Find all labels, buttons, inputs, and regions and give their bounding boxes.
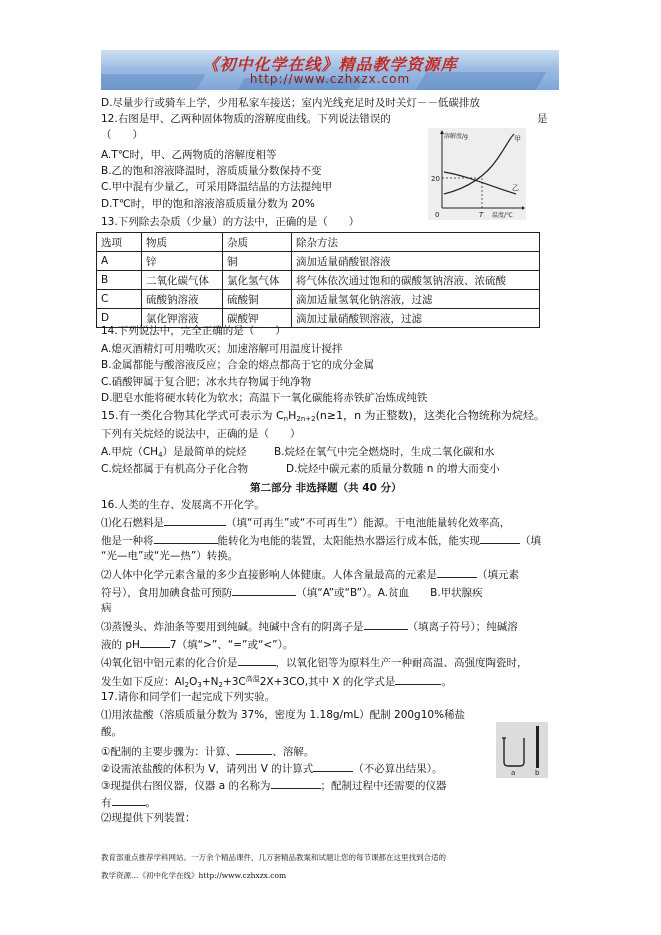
solubility-curve-figure [428,128,526,220]
q16-text: （填“A”或“B”）。A.贫血 B.甲状腺疾 [296,587,483,599]
q14-option-a: A.熄灭酒精灯可用嘴吹灭；加速溶解可用温度计搅拌 [101,343,343,355]
q15-stem-part: (n≥1，n 为正整数)，这类化合物统称为烷烃。 [315,409,545,422]
answer-blank[interactable] [112,794,146,806]
answer-blank[interactable] [364,618,408,630]
answer-blank[interactable] [236,743,272,755]
q17-step2 [101,760,443,776]
q17-text: 。 [145,797,156,809]
q15-option-d: D.烷烃中碳元素的质量分数随 n 的增大而变小 [286,463,500,475]
q12-option-b: B.乙的饱和溶液降温时，溶质质量分数保持不变 [101,165,322,177]
q16-text: 能转化为电能的装置，太阳能热水器运行成本低，能实现 [217,535,480,547]
footer-line2: 教学资源…《初中化学在线》http://www.czhxzx.com [101,871,287,880]
answer-blank[interactable] [480,532,520,544]
site-banner [101,50,559,90]
q12-stem-text: 12.右图是甲、乙两种固体物质的溶解度曲线。下列说法错误的 [101,113,391,125]
answer-blank[interactable] [238,654,276,666]
q17-step1 [101,743,314,759]
footer-line1: 教育部重点推荐学科网站。一万余个精品课件，几万套精品教案和试题让您的每节课都在这里找到合适的 [101,853,446,862]
q16-text: +3C [222,676,246,688]
q16-text: 他是一种将 [101,535,154,547]
apparatus-label-b: b [535,769,540,777]
q16-text: 2X+3CO,其中 X 的化学式是 [259,676,396,688]
q15-subscript-2n2: 2n+2 [296,415,316,423]
banner-url[interactable]: http://www.czhxzx.com [249,72,411,86]
table-header-cell: 杂质 [223,233,292,252]
q17-stem: 17.请你和同学们一起完成下列实验。 [101,691,276,703]
solubility-curve-svg [428,128,526,220]
q15-stem2: 下列有关烷烃的说法中，正确的是（ ） [101,428,301,440]
q14-option-b: B.金属都能与酸溶液反应；合金的熔点都高于它的成分金属 [101,359,375,371]
table-row [97,290,540,309]
q15-option-a-sub: 4 [158,451,163,459]
graph-ylabel: 溶解度/g [444,133,468,140]
table-row [97,271,540,290]
beaker-icon [504,738,524,766]
q16-p3-line2 [101,636,293,652]
graph-label-jia: 甲 [514,135,521,143]
q16-p3-line1 [101,618,518,634]
table-cell: 滴加适量氢氧化钠溶液，过滤 [292,290,540,309]
table-cell: 碳酸钾 [223,309,292,328]
table-cell: 硫酸钠溶液 [142,290,223,309]
table-cell: 将气体依次通过饱和的碳酸氢钠溶液、浓硫酸 [292,271,540,290]
q12-stem [101,112,391,126]
q16-p2-line3: 病 [101,602,112,614]
apparatus-svg [496,722,548,778]
table-cell: C [97,290,142,309]
q16-text: （填“可再生”或“不可再生”）能源。干电池能量转化效率高， [226,517,511,529]
q15-option-b: B.烷烃在氧气中完全燃烧时，生成二氧化碳和水 [274,446,495,458]
table-cell: 硫酸铜 [223,290,292,309]
table-cell: B [97,271,142,290]
q16-subscript: 2 [184,681,190,689]
q16-text: （填离子符号）；纯碱溶 [407,621,518,633]
q16-p1-line3: “光—电”或“光—热”）转换。 [101,550,239,562]
q16-text: 液的 pH [101,639,140,651]
q16-text: ，以氧化铝等为原料生产一种耐高温、高强度陶瓷时， [275,657,528,669]
q15-stem [101,409,545,426]
q16-p2-line2 [101,584,483,600]
graph-x-tick: T [479,211,484,219]
q17-p1-line1: ⑴用浓盐酸（溶质质量分数为 37%，密度为 1.18g/mL）配制 200g10%稀盐 [101,709,466,721]
part2-title: 第二部分 非选择题（共 40 分） [250,482,402,494]
q16-text: ⑶蒸馒头、炸油条等要用到纯碱。纯碱中含有的阴离子是 [101,621,364,633]
graph-label-yi: 乙 [512,184,519,192]
q15-subscript-n: n [283,415,289,423]
q17-step3-line1 [101,777,447,793]
graph-origin: 0 [435,211,440,219]
q17-text: 、溶解。 [272,746,315,758]
q16-p4-line2 [101,672,452,692]
q17-p2: ⑵现提供下列装置： [101,812,196,824]
q16-text: O [189,676,198,688]
table-row [97,252,540,271]
q16-text: 发生如下反应：Al [101,676,185,688]
x-axis-arrow [522,206,525,210]
answer-blank[interactable] [164,514,226,526]
table-cell: 锌 [142,252,223,271]
q16-text: ⑷氧化铝中铝元素的化合价是 [101,657,238,669]
table-cell: 二氧化碳气体 [142,271,223,290]
table-cell: A [97,252,142,271]
q16-text: 。 [441,676,452,688]
q15-option-a-text: ）是最简单的烷烃 [162,446,247,458]
q14-option-c: C.硝酸钾属于复合肥；冰水共存物属于纯净物 [101,376,312,388]
graph-y-tick: 20 [431,175,440,183]
q15-option-a-text: A.甲烷（CH [101,446,159,458]
q17-p1-line2: 酸。 [101,726,122,738]
answer-blank[interactable] [154,532,218,544]
q16-text: （填元素 [477,569,519,581]
q16-text: 符号），食用加碘食盐可预防 [101,587,233,599]
q12-option-a: A.T℃时，甲、乙两物质的溶解度相等 [101,149,277,161]
q17-step3-line2 [101,794,156,810]
q16-text: ⑵人体中化学元素含量的多少直接影响人体健康。人体含量最高的元素是 [101,569,437,581]
table-cell: 滴加适量硝酸银溶液 [292,252,540,271]
q17-text: ；配制过程中还需要的仪器 [320,780,447,792]
q16-text: 7（填“>”、“=”或“<”）。 [169,639,294,651]
q12-option-d: D.T℃时，甲的饱和溶液溶质质量分数为 20% [101,198,315,210]
table-cell: 氯化钾溶液 [142,309,223,328]
q16-p2-line1 [101,566,519,582]
table-cell: 滴加过量硝酸钡溶液，过滤 [292,309,540,328]
table-cell: D [97,309,142,328]
graph-xlabel: 温度/℃ [492,212,513,219]
q16-stem: 16.人类的生存、发展离不开化学。 [101,499,265,511]
q16-p1-line1 [101,514,510,530]
answer-blank[interactable] [395,673,441,685]
banner-title: 《初中化学在线》精品教学资源库 [202,55,458,74]
q12-option-c: C.甲中混有少量乙，可采用降温结晶的方法提纯甲 [101,181,333,193]
q17-text: 有 [101,797,112,809]
q16-text: ⑴化石燃料是 [101,517,164,529]
q17-text: （不必算出结果）。 [353,763,443,775]
curve-jia [444,134,514,194]
q17-text: ③现提供右图仪器，仪器 a 的名称为 [101,780,271,792]
q17-text: ①配制的主要步骤为：计算、 [101,746,237,758]
q16-subscript: 3 [197,681,202,689]
q16-text: +N [201,676,219,688]
answer-blank[interactable] [140,636,170,648]
q15-h: H [288,409,297,422]
table-header-cell: 物质 [142,233,223,252]
q14-option-d: D.肥皂水能将硬水转化为软水；高温下一氧化碳能将赤铁矿冶炼成纯铁 [101,392,428,404]
table-header-cell: 选项 [97,233,142,252]
q14-stem: 14.下列说法中，完全正确的是（ ） [101,325,286,337]
table-header-row [97,233,540,252]
q15-option-a [101,445,247,462]
answer-blank[interactable] [313,760,353,772]
q17-text: ②设需浓盐酸的体积为 V，请列出 V 的计算式 [101,763,314,775]
q12-stem-tail: 是 [537,113,548,125]
table-header-cell: 除杂方法 [292,233,540,252]
q16-text: （填 [520,535,541,547]
answer-blank[interactable] [271,777,321,789]
q12-paren: （ ） [101,129,143,141]
apparatus-figure [496,722,548,778]
q16-p1-line2 [101,532,541,548]
q13-stem: 13.下列除去杂质（少量）的方法中，正确的是（ ） [101,216,360,228]
q15-stem-part: 15.有一类化合物其化学式可表示为 C [101,409,284,422]
glass-rod-icon [536,726,539,768]
q13-table [96,232,540,328]
q15-option-c: C.烷烃都属于有机高分子化合物 [101,463,249,475]
q11-option-d: D.尽量步行或骑车上学，少用私家车接送；室内光线充足时及时关灯－－低碳排放 [101,97,480,109]
q16-reaction-condition: 高温 [245,675,260,683]
answer-blank[interactable] [232,584,296,596]
table-cell: 氯化氢气体 [223,271,292,290]
q16-p4-line1 [101,654,528,670]
table-cell: 铜 [223,252,292,271]
answer-blank[interactable] [437,566,477,578]
q16-subscript: 2 [218,681,223,689]
apparatus-label-a: a [511,769,516,777]
